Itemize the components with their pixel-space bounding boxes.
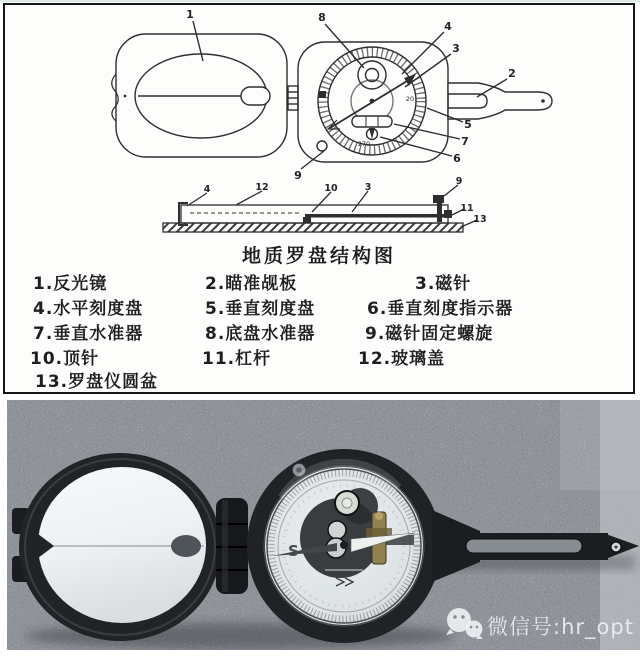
legend-item-name: 杠杆 bbox=[235, 349, 272, 369]
legend-item bbox=[415, 269, 471, 294]
legend-item-name: 磁针固定螺旋 bbox=[385, 324, 494, 344]
legend-item bbox=[358, 344, 445, 369]
legend-item-number: 13. bbox=[35, 372, 69, 392]
callout-label: 10 bbox=[324, 183, 338, 194]
legend-item bbox=[367, 294, 513, 319]
legend-item-number: 10. bbox=[30, 349, 64, 369]
clinometer-level bbox=[328, 521, 346, 539]
dial-letter: S bbox=[288, 542, 299, 560]
legend-item-name: 顶针 bbox=[63, 349, 100, 369]
callout-label: 5 bbox=[464, 118, 472, 131]
callout-label: 9 bbox=[294, 169, 302, 182]
callout-label: 7 bbox=[461, 135, 469, 148]
sighting-window bbox=[171, 535, 201, 557]
dial-number-label: 270 bbox=[357, 140, 371, 148]
legend-item-name: 水平刻度盘 bbox=[53, 299, 144, 319]
legend-item-number: 4. bbox=[33, 299, 54, 319]
legend-item-name: 磁针 bbox=[435, 274, 472, 294]
legend-item-name: 罗盘仪圆盆 bbox=[68, 372, 159, 392]
callout-label: 4 bbox=[444, 20, 452, 33]
callout-label: 3 bbox=[452, 42, 460, 55]
legend-item bbox=[205, 294, 315, 319]
diagram-panel bbox=[3, 3, 635, 394]
legend-item bbox=[33, 269, 107, 294]
legend-item-number: 9. bbox=[365, 324, 386, 344]
legend-item bbox=[365, 319, 493, 344]
dial-number-label: 20 bbox=[405, 95, 415, 103]
legend-item bbox=[33, 294, 143, 319]
top-view-drawing bbox=[112, 21, 552, 169]
callout-label: 12 bbox=[255, 182, 269, 193]
top-accent-strip bbox=[0, 0, 640, 2]
legend-item bbox=[35, 367, 158, 392]
callout-label: 13 bbox=[473, 214, 487, 225]
legend-item-number: 7. bbox=[33, 324, 54, 344]
legend-item-name: 瞄准觇板 bbox=[225, 274, 298, 294]
arm-slot bbox=[466, 539, 582, 553]
legend-item-number: 3. bbox=[415, 274, 436, 294]
callout-label: 4 bbox=[203, 184, 211, 195]
callout-label: 1 bbox=[186, 8, 194, 21]
legend-item-number: 12. bbox=[358, 349, 392, 369]
dial-fine-print bbox=[325, 569, 363, 571]
legend-item bbox=[205, 319, 315, 344]
legend-item-number: 8. bbox=[205, 324, 226, 344]
legend-item-name: 底盘水准器 bbox=[225, 324, 316, 344]
legend-item-number: 2. bbox=[205, 274, 226, 294]
callout-label: 2 bbox=[508, 67, 516, 80]
legend-item-number: 6. bbox=[367, 299, 388, 319]
legend-item bbox=[33, 319, 143, 344]
legend-item bbox=[202, 344, 271, 369]
callout-label: 3 bbox=[364, 182, 372, 193]
callout-label: 9 bbox=[455, 176, 463, 187]
legend-item bbox=[205, 269, 297, 294]
legend-item-number: 11. bbox=[202, 349, 236, 369]
compass-photo bbox=[7, 400, 640, 650]
diagram-title: 地质罗盘结构图 bbox=[241, 245, 396, 267]
legend-item-name: 垂直刻度指示器 bbox=[387, 299, 514, 319]
legend-item-number: 1. bbox=[33, 274, 54, 294]
hinge bbox=[216, 498, 248, 594]
legend-item-name: 反光镜 bbox=[53, 274, 108, 294]
callout-label: 11 bbox=[460, 203, 474, 214]
legend-item bbox=[30, 344, 99, 369]
callout-label: 8 bbox=[318, 11, 326, 24]
compass-structure-diagram bbox=[5, 5, 633, 238]
legend-item-name: 玻璃盖 bbox=[391, 349, 446, 369]
legend-item-name: 垂直刻度盘 bbox=[225, 299, 316, 319]
legend-item-name: 垂直水准器 bbox=[53, 324, 144, 344]
legend-item-number: 5. bbox=[205, 299, 226, 319]
watermark-text: 微信号:hr_opt bbox=[487, 615, 634, 639]
callout-label: 6 bbox=[453, 152, 461, 165]
